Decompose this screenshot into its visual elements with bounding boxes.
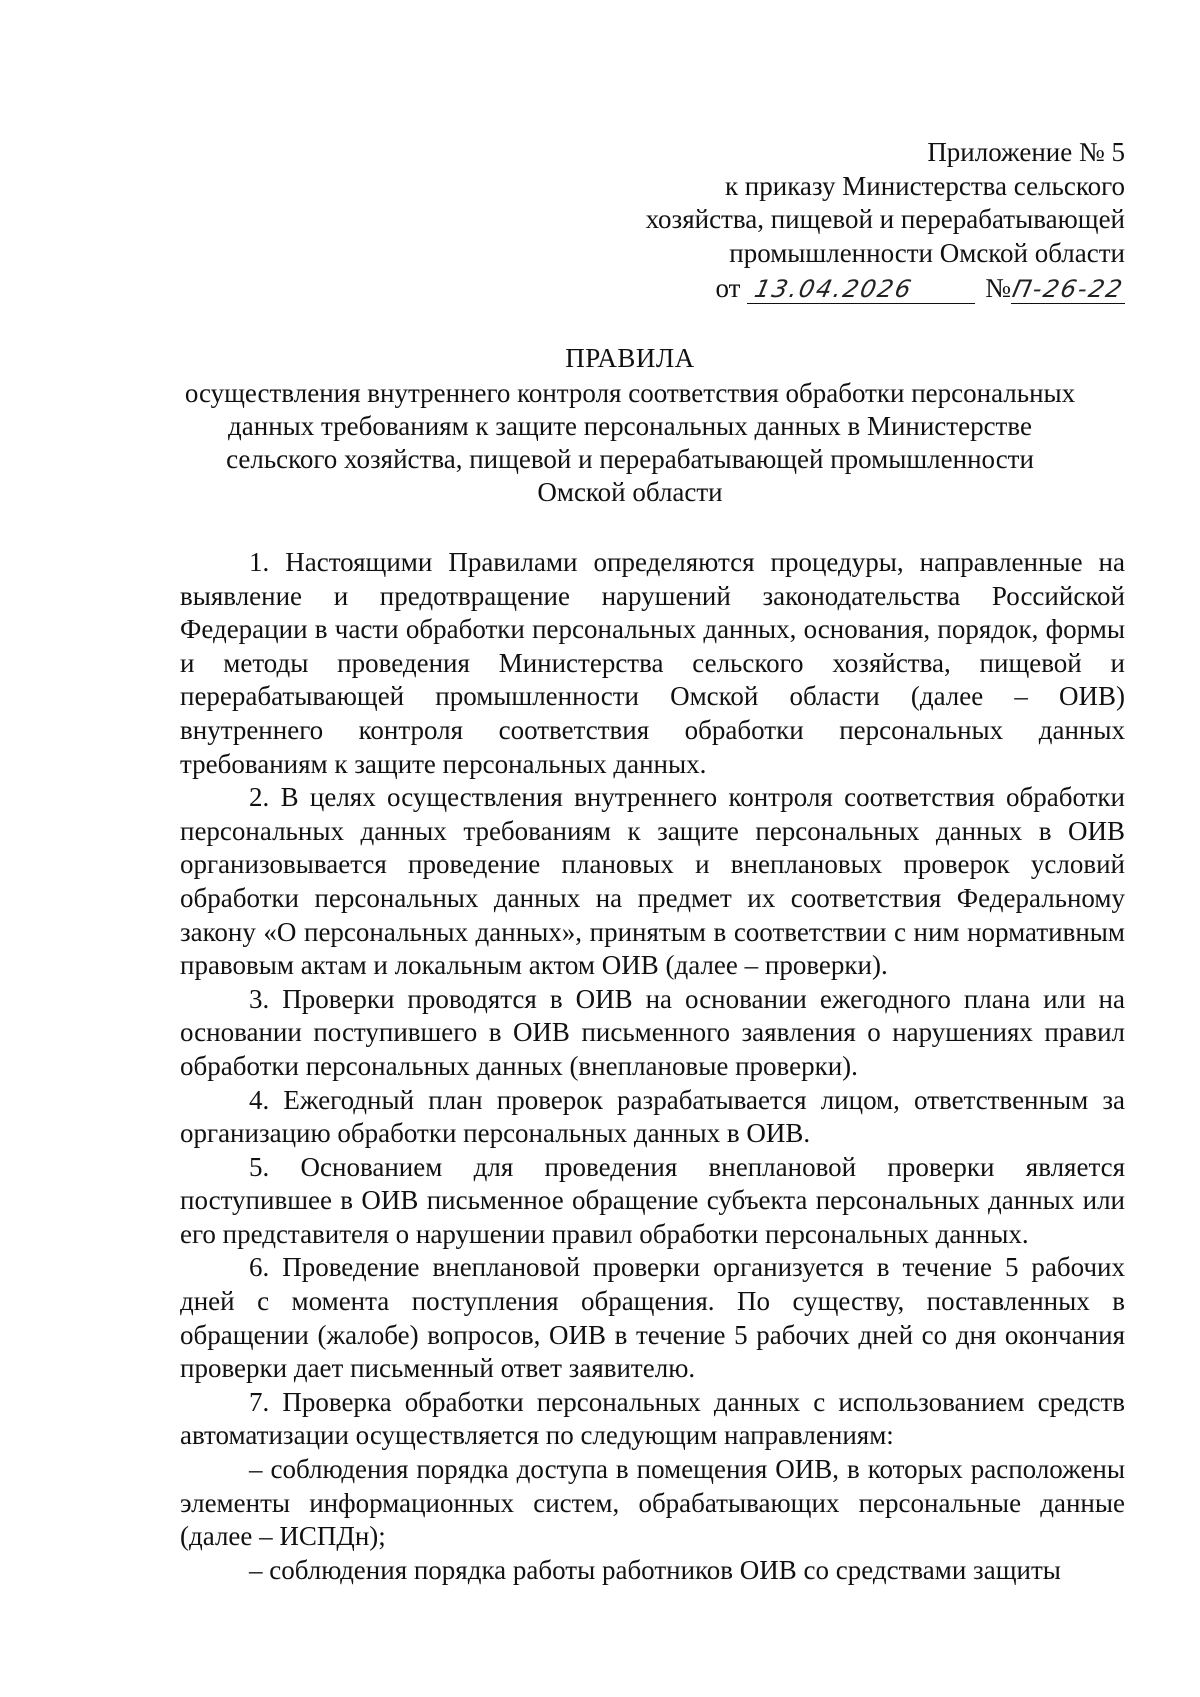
document-title (150, 342, 1110, 509)
annex-region-line: промышленности Омской области (729, 237, 1125, 268)
annex-number: Приложение № 5 (927, 137, 1125, 167)
annex-order-line: к приказу Министерства сельского (724, 170, 1125, 201)
document-body (180, 546, 1125, 1587)
number-field (1011, 274, 1125, 304)
paragraph-1: 1. Настоящими Правилами определяются процедуры, направленные на выявление и предотвращение нарушений законодательства Российской Федерации в части обработки персональных данных, основания, порядок, формы и методы проведения Министерства сельского хозяйства, пищевой и перерабатывающей промышленности Омской области (далее – ОИВ) внутреннего контроля соответствия обработки персональных данных требованиям к защите персональных данных. (180, 547, 1125, 779)
handwritten-date: 13.04.2026 (752, 275, 916, 303)
number-prefix: № (985, 273, 1011, 303)
paragraph-5: 5. Основанием для проведения внеплановой проверки является поступившее в ОИВ письменное обращение субъекта персональных данных или его представителя о нарушении правил обработки персональных данных. (180, 1151, 1125, 1249)
paragraph-7: 7. Проверка обработки персональных данных с использованием средств автоматизации осуществляется по следующим направлениям: (180, 1386, 1125, 1451)
title-subline: Омской области (537, 477, 723, 507)
title-subline: сельского хозяйства, пищевой и перерабатывающей промышленности (226, 444, 1034, 474)
paragraph-6: 6. Проведение внеплановой проверки организуется в течение 5 рабочих дней с момента поступления обращения. По существу, поставленных в обращении (жалобе) вопросов, ОИВ в течение 5 рабочих дней со дня окончания проверки дает письменный ответ заявителю. (180, 1252, 1125, 1384)
date-field (747, 274, 975, 304)
list-item-access: – соблюдения порядка доступа в помещения ОИВ, в которых расположены элементы информационных систем, обрабатывающих персональные данные (далее – ИСПДн); (180, 1454, 1125, 1552)
title-heading: ПРАВИЛА (565, 343, 695, 373)
annex-date-number-row (646, 272, 1125, 306)
title-subline: данных требованиям к защите персональных данных в Министерстве (228, 411, 1032, 441)
annex-ministry-line: хозяйства, пищевой и перерабатывающей (645, 204, 1125, 234)
handwritten-number: П-26-22 (1010, 275, 1127, 303)
annex-header (646, 136, 1125, 306)
list-item-protection: – соблюдения порядка работы работников ОИВ со средствами защиты (249, 1554, 1061, 1585)
date-prefix: от (715, 273, 741, 303)
paragraph-3: 3. Проверки проводятся в ОИВ на основании ежегодного плана или на основании поступившего в ОИВ письменного заявления о нарушениях правил обработки персональных данных (внеплановые проверки). (180, 983, 1125, 1081)
paragraph-4: 4. Ежегодный план проверок разрабатывается лицом, ответственным за организацию обработки персональных данных в ОИВ. (180, 1084, 1125, 1149)
title-subline: осуществления внутреннего контроля соответствия обработки персональных (184, 378, 1076, 408)
paragraph-2: 2. В целях осуществления внутреннего контроля соответствия обработки персональных данных требованиям к защите персональных данных в ОИВ организовывается проведение плановых и внеплановых проверок условий обработки персональных данных на предмет их соответствия Федеральному закону «О персональных данных», принятым в соответствии с ним нормативным правовым актам и локальным актом ОИВ (далее – проверки). (180, 782, 1125, 981)
